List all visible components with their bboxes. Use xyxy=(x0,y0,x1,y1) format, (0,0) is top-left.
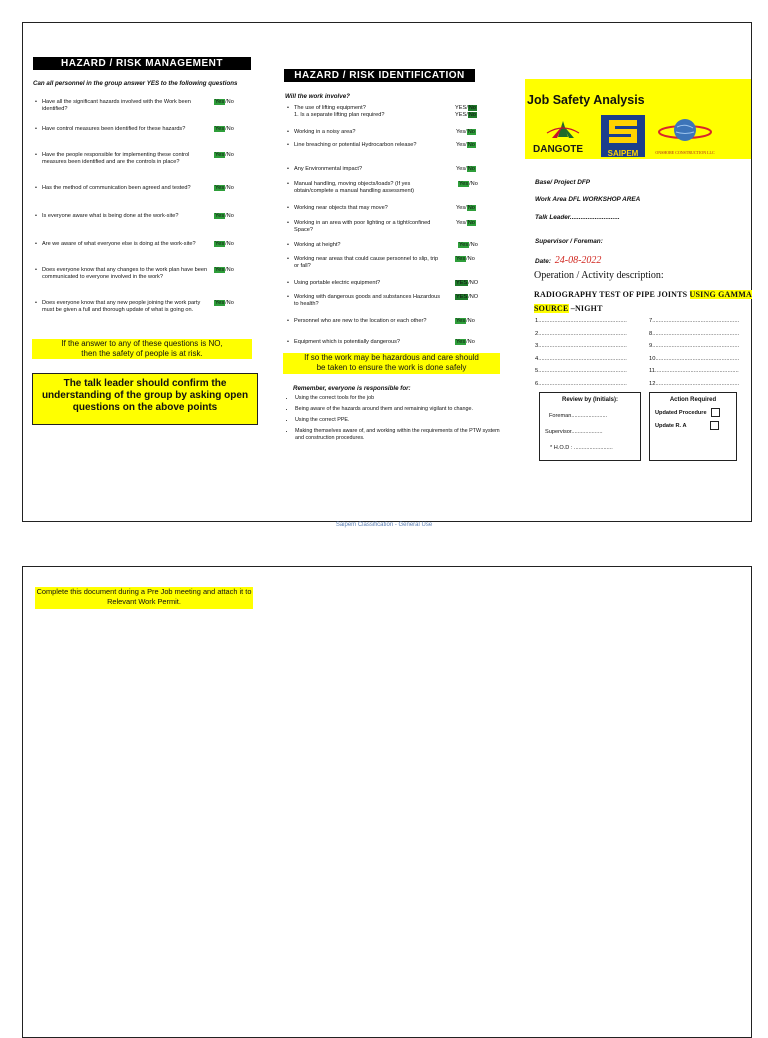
no-option: No xyxy=(467,166,475,172)
no-option: /No xyxy=(469,181,478,187)
globe-icon xyxy=(653,117,717,145)
remember-list xyxy=(281,395,505,446)
numbered-line: 4....................................................... xyxy=(535,356,627,362)
question-text: Does everyone know that any new people joining the work party must be given a full and thorough update of what is going on. xyxy=(42,300,201,313)
bullet: • xyxy=(287,294,289,300)
review-hod: * H.O.D : ......................... xyxy=(550,445,613,451)
yes-no-answer xyxy=(455,294,478,301)
yes-option: Yes xyxy=(215,267,225,273)
yes-option: Yes xyxy=(456,256,466,262)
question-row xyxy=(35,152,210,180)
yes-no-answer xyxy=(214,241,234,248)
action-item-procedure-label: Updated Procedure xyxy=(655,409,707,416)
updated-procedure-checkbox[interactable] xyxy=(711,408,720,417)
yes-option: Yes xyxy=(215,241,225,247)
yes-no-answer xyxy=(456,205,476,212)
yes-option: Yes xyxy=(215,126,225,132)
yes-no-answer xyxy=(455,280,478,287)
yes-option: Yes xyxy=(215,152,225,158)
question-row xyxy=(35,300,210,328)
dangote-wordmark: DANGOTE xyxy=(533,144,583,155)
yes-option: Yes xyxy=(456,318,466,324)
risk-management-intro: Can all personnel in the group answer YES to the following questions xyxy=(33,80,238,87)
yes-no-answer xyxy=(456,142,476,149)
review-supervisor: Supervisor.................... xyxy=(545,429,603,435)
date-label: Date: xyxy=(535,258,551,265)
onshore-construction-logo xyxy=(653,117,717,157)
yes-no-answer xyxy=(456,220,476,227)
yes-option: Yes xyxy=(215,213,225,219)
date-value: 24-08-2022 xyxy=(554,255,602,266)
yes-option: Yes xyxy=(456,339,466,345)
hazard-text: Working in an area with poor lighting or a tight/confined Space? xyxy=(294,220,431,233)
yes-no-answer xyxy=(455,105,477,112)
talk-leader-note-box xyxy=(32,373,258,425)
update-ra-checkbox[interactable] xyxy=(710,421,719,430)
dangote-mark-icon xyxy=(533,119,593,141)
hazard-text: Line breaching or potential Hydrocarbon release? xyxy=(294,142,417,148)
hazard-item xyxy=(287,166,442,173)
yes-no-answer xyxy=(456,166,476,173)
yes-option: Yes/ xyxy=(456,129,467,135)
risk-management-title: HAZARD / RISK MANAGEMENT xyxy=(33,57,251,70)
yes-option: YES/ xyxy=(455,105,468,111)
hazard-item xyxy=(287,280,442,287)
question-text: Does everyone know that any changes to the work plan have been communicated to everyone involved in the work? xyxy=(42,267,208,280)
no-option: /No xyxy=(225,267,234,273)
review-box xyxy=(539,392,641,461)
yes-option: Yes/ xyxy=(456,205,467,211)
bullet: • xyxy=(35,267,37,273)
no-option: No xyxy=(467,142,475,148)
yes-no-answer xyxy=(214,185,234,192)
warning-line-2: then the safety of people is at risk. xyxy=(81,348,203,358)
question-row xyxy=(35,213,210,241)
bullet: • xyxy=(287,105,289,111)
talk-leader: Talk Leader............................ xyxy=(535,214,620,221)
hazard-item xyxy=(287,256,442,270)
hazard-text: Working near areas that could cause personnel to slip, trip or fall? xyxy=(294,256,439,269)
hazard-item xyxy=(287,129,442,136)
hazard-item xyxy=(287,220,442,234)
no-option: No xyxy=(467,129,475,135)
bullet: • xyxy=(35,152,37,158)
hazard-text: Manual handling, moving objects/loads? (If yes obtain/complete a manual handling assessment) xyxy=(294,181,415,194)
yes-option: Yes xyxy=(215,300,225,306)
bullet: • xyxy=(287,181,289,187)
question-text: Have control measures been identified for these hazards? xyxy=(42,126,186,132)
action-required-box xyxy=(649,392,737,461)
yes-option: YES xyxy=(456,294,468,300)
yes-no-answer xyxy=(214,300,234,307)
no-option: /No xyxy=(225,185,234,191)
hazard-text: Working near objects that may move? xyxy=(294,205,388,211)
action-title: Action Required xyxy=(669,397,717,403)
saipem-wordmark: SAIPEM xyxy=(607,149,639,158)
operation-description xyxy=(534,288,754,316)
hazard-warning-line-1: If so the work may be hazardous and care should xyxy=(304,353,479,362)
yes-no-answer xyxy=(455,339,475,346)
no-option: /No xyxy=(469,242,478,248)
yes-no-answer xyxy=(456,129,476,136)
no-option: /No xyxy=(225,241,234,247)
hazard-text: Personnel who are new to the location or each other? xyxy=(294,318,427,324)
page-two xyxy=(22,566,752,1038)
bullet: • xyxy=(35,185,37,191)
operation-desc-tail: –NIGHT xyxy=(568,304,603,313)
no-option: /NO xyxy=(468,294,479,300)
question-row xyxy=(35,267,210,295)
bullet: • xyxy=(35,99,37,105)
onshore-wordmark: ONSHORE CONSTRUCTION LLC xyxy=(655,150,715,155)
hazard-item xyxy=(287,242,442,249)
action-item-ra xyxy=(655,421,736,430)
review-title: Review by (Initials): xyxy=(561,397,618,403)
bullet: • xyxy=(35,241,37,247)
numbered-line: 8...................................................... xyxy=(649,331,740,337)
question-text: Have the people responsible for implementing these control measures been identified and are the controls in place? xyxy=(42,152,190,165)
question-text: Is everyone aware what is being done at the work-site? xyxy=(42,213,179,219)
bullet: • xyxy=(287,142,289,148)
operation-desc-highlight-1: USING GAMMA xyxy=(689,290,752,299)
action-item-procedure xyxy=(655,408,736,417)
hazard-item xyxy=(287,142,442,149)
yes-no-answer xyxy=(455,318,475,325)
risk-identification-title: HAZARD / RISK IDENTIFICATION xyxy=(284,69,475,82)
numbered-line: 5....................................................... xyxy=(535,368,627,374)
jsa-title: Job Safety Analysis xyxy=(527,93,645,107)
numbered-line: 3....................................................... xyxy=(535,343,627,349)
yes-option: Yes xyxy=(215,185,225,191)
hazard-item xyxy=(287,294,442,308)
bullet: • xyxy=(287,220,289,226)
remember-title: Remember, everyone is responsible for: xyxy=(293,385,411,392)
remember-item: • Using the correct PPE. xyxy=(295,417,505,424)
numbered-line: 11.................................................... xyxy=(649,368,739,374)
operation-desc-highlight-2: SOURCE xyxy=(534,304,569,313)
no-option: /No xyxy=(225,213,234,219)
jsa-header xyxy=(525,79,751,159)
question-text: Are we aware of what everyone else is doing at the work-site? xyxy=(42,241,196,247)
numbered-line: 2....................................................... xyxy=(535,331,627,337)
hazard-text: Working with dangerous goods and substances Hazardous to health? xyxy=(294,294,441,307)
no-option: /NO xyxy=(468,280,479,286)
work-area: Work Area DFL WORKSHOP AREA xyxy=(535,196,641,203)
yes-no-answer xyxy=(214,99,234,106)
supervisor-foreman: Supervisor / Foreman: xyxy=(535,238,603,245)
no-option: /No xyxy=(466,256,475,262)
sub-no-option: No xyxy=(468,112,476,118)
dangote-logo xyxy=(533,119,593,155)
hazard-item xyxy=(287,181,442,195)
remember-item: • Being aware of the hazards around them and remaining vigilant to change. xyxy=(295,406,505,413)
bullet: • xyxy=(287,280,289,286)
talk-leader-note: The talk leader should confirm the understanding of the group by asking open questions on the above points xyxy=(41,378,249,413)
no-option: /No xyxy=(225,152,234,158)
no-option: /No xyxy=(466,339,475,345)
remember-item: • Making themselves aware of, and working within the requirements of the PTW system and construction procedures. xyxy=(295,428,505,442)
operation-desc-text: RADIOGRAPHY TEST OF PIPE JOINTS xyxy=(534,290,690,299)
question-row xyxy=(35,185,210,213)
numbered-line: 7...................................................... xyxy=(649,318,740,324)
hazard-text: Equipment which is potentially dangerous? xyxy=(294,339,401,345)
hazard-text: Using portable electric equipment? xyxy=(294,280,381,286)
pre-job-note: Complete this document during a Pre Job meeting and attach it to Relevant Work Permit. xyxy=(35,587,253,609)
question-text: Has the method of communication been agreed and tested? xyxy=(42,185,191,191)
bullet: • xyxy=(35,126,37,132)
saipem-logo xyxy=(601,115,645,157)
yes-option: Yes/ xyxy=(456,220,467,226)
yes-no-answer xyxy=(214,267,234,274)
saipem-mark-icon xyxy=(601,115,645,147)
numbered-line: 1....................................................... xyxy=(535,318,627,324)
review-foreman: Foreman....................... xyxy=(549,413,608,419)
hazard-text: Any Environmental impact? xyxy=(294,166,363,172)
warning-line-1: If the answer to any of these questions is NO, xyxy=(61,339,223,348)
question-text: Have all the significant hazards involved with the Work been identified? xyxy=(42,99,191,112)
yes-option: Yes xyxy=(459,242,469,248)
date-row xyxy=(535,255,601,266)
hazard-item xyxy=(287,205,442,212)
no-answer-warning xyxy=(32,339,252,359)
question-row xyxy=(35,126,210,154)
action-item-ra-label: Update R. A xyxy=(655,422,687,429)
sub-yes-option: YES/ xyxy=(455,112,468,118)
remember-item: • Using the correct tools for the job xyxy=(295,395,505,402)
hazard-item xyxy=(287,105,442,119)
hazard-text: Working in a noisy area? xyxy=(294,129,356,135)
bullet: • xyxy=(287,339,289,345)
hazard-warning-line-2: be taken to ensure the work is done safely xyxy=(316,362,467,372)
base-project: Base/ Project DFP xyxy=(535,179,591,186)
bullet: • xyxy=(35,300,37,306)
bullet: • xyxy=(287,242,289,248)
bullet: • xyxy=(35,213,37,219)
yes-option: Yes xyxy=(459,181,469,187)
no-option: /No xyxy=(466,318,475,324)
no-option: /No xyxy=(225,300,234,306)
yes-option: Yes/ xyxy=(456,166,467,172)
yes-no-answer xyxy=(214,213,234,220)
question-row xyxy=(35,99,210,127)
hazard-item xyxy=(287,339,442,346)
bullet: • xyxy=(287,318,289,324)
page-one xyxy=(22,22,752,522)
numbered-line: 9...................................................... xyxy=(649,343,740,349)
hazard-item xyxy=(287,318,442,325)
hazard-text: The use of lifting equipment? xyxy=(294,105,366,111)
classification-footer: Saipem Classification - General Use xyxy=(335,522,433,528)
yes-no-answer xyxy=(458,242,478,249)
bullet: • xyxy=(287,166,289,172)
hazard-warning xyxy=(283,353,500,374)
yes-option: YES xyxy=(456,280,468,286)
numbered-line: 12.................................................... xyxy=(649,381,740,387)
bullet: • xyxy=(287,256,289,262)
numbered-line: 6....................................................... xyxy=(535,381,627,387)
no-option: No xyxy=(467,205,475,211)
yes-option: Yes/ xyxy=(456,142,467,148)
no-option: No xyxy=(468,105,476,111)
yes-option: Yes xyxy=(215,99,225,105)
no-option: /No xyxy=(225,126,234,132)
bullet: • xyxy=(287,205,289,211)
bullet: • xyxy=(287,129,289,135)
yes-no-answer xyxy=(458,181,478,188)
question-row xyxy=(35,241,210,269)
no-option: No xyxy=(467,220,475,226)
hazard-subquestion: 1. Is a separate lifting plan required? xyxy=(294,111,385,118)
yes-no-answer xyxy=(214,152,234,159)
sub-yes-no-answer xyxy=(455,112,477,119)
hazard-text: Working at height? xyxy=(294,242,341,248)
yes-no-answer xyxy=(455,256,475,263)
risk-identification-intro: Will the work involve? xyxy=(285,93,350,100)
operation-title: Operation / Activity description: xyxy=(534,270,664,281)
numbered-line: 10.................................................... xyxy=(649,356,740,362)
yes-no-answer xyxy=(214,126,234,133)
no-option: /No xyxy=(225,99,234,105)
